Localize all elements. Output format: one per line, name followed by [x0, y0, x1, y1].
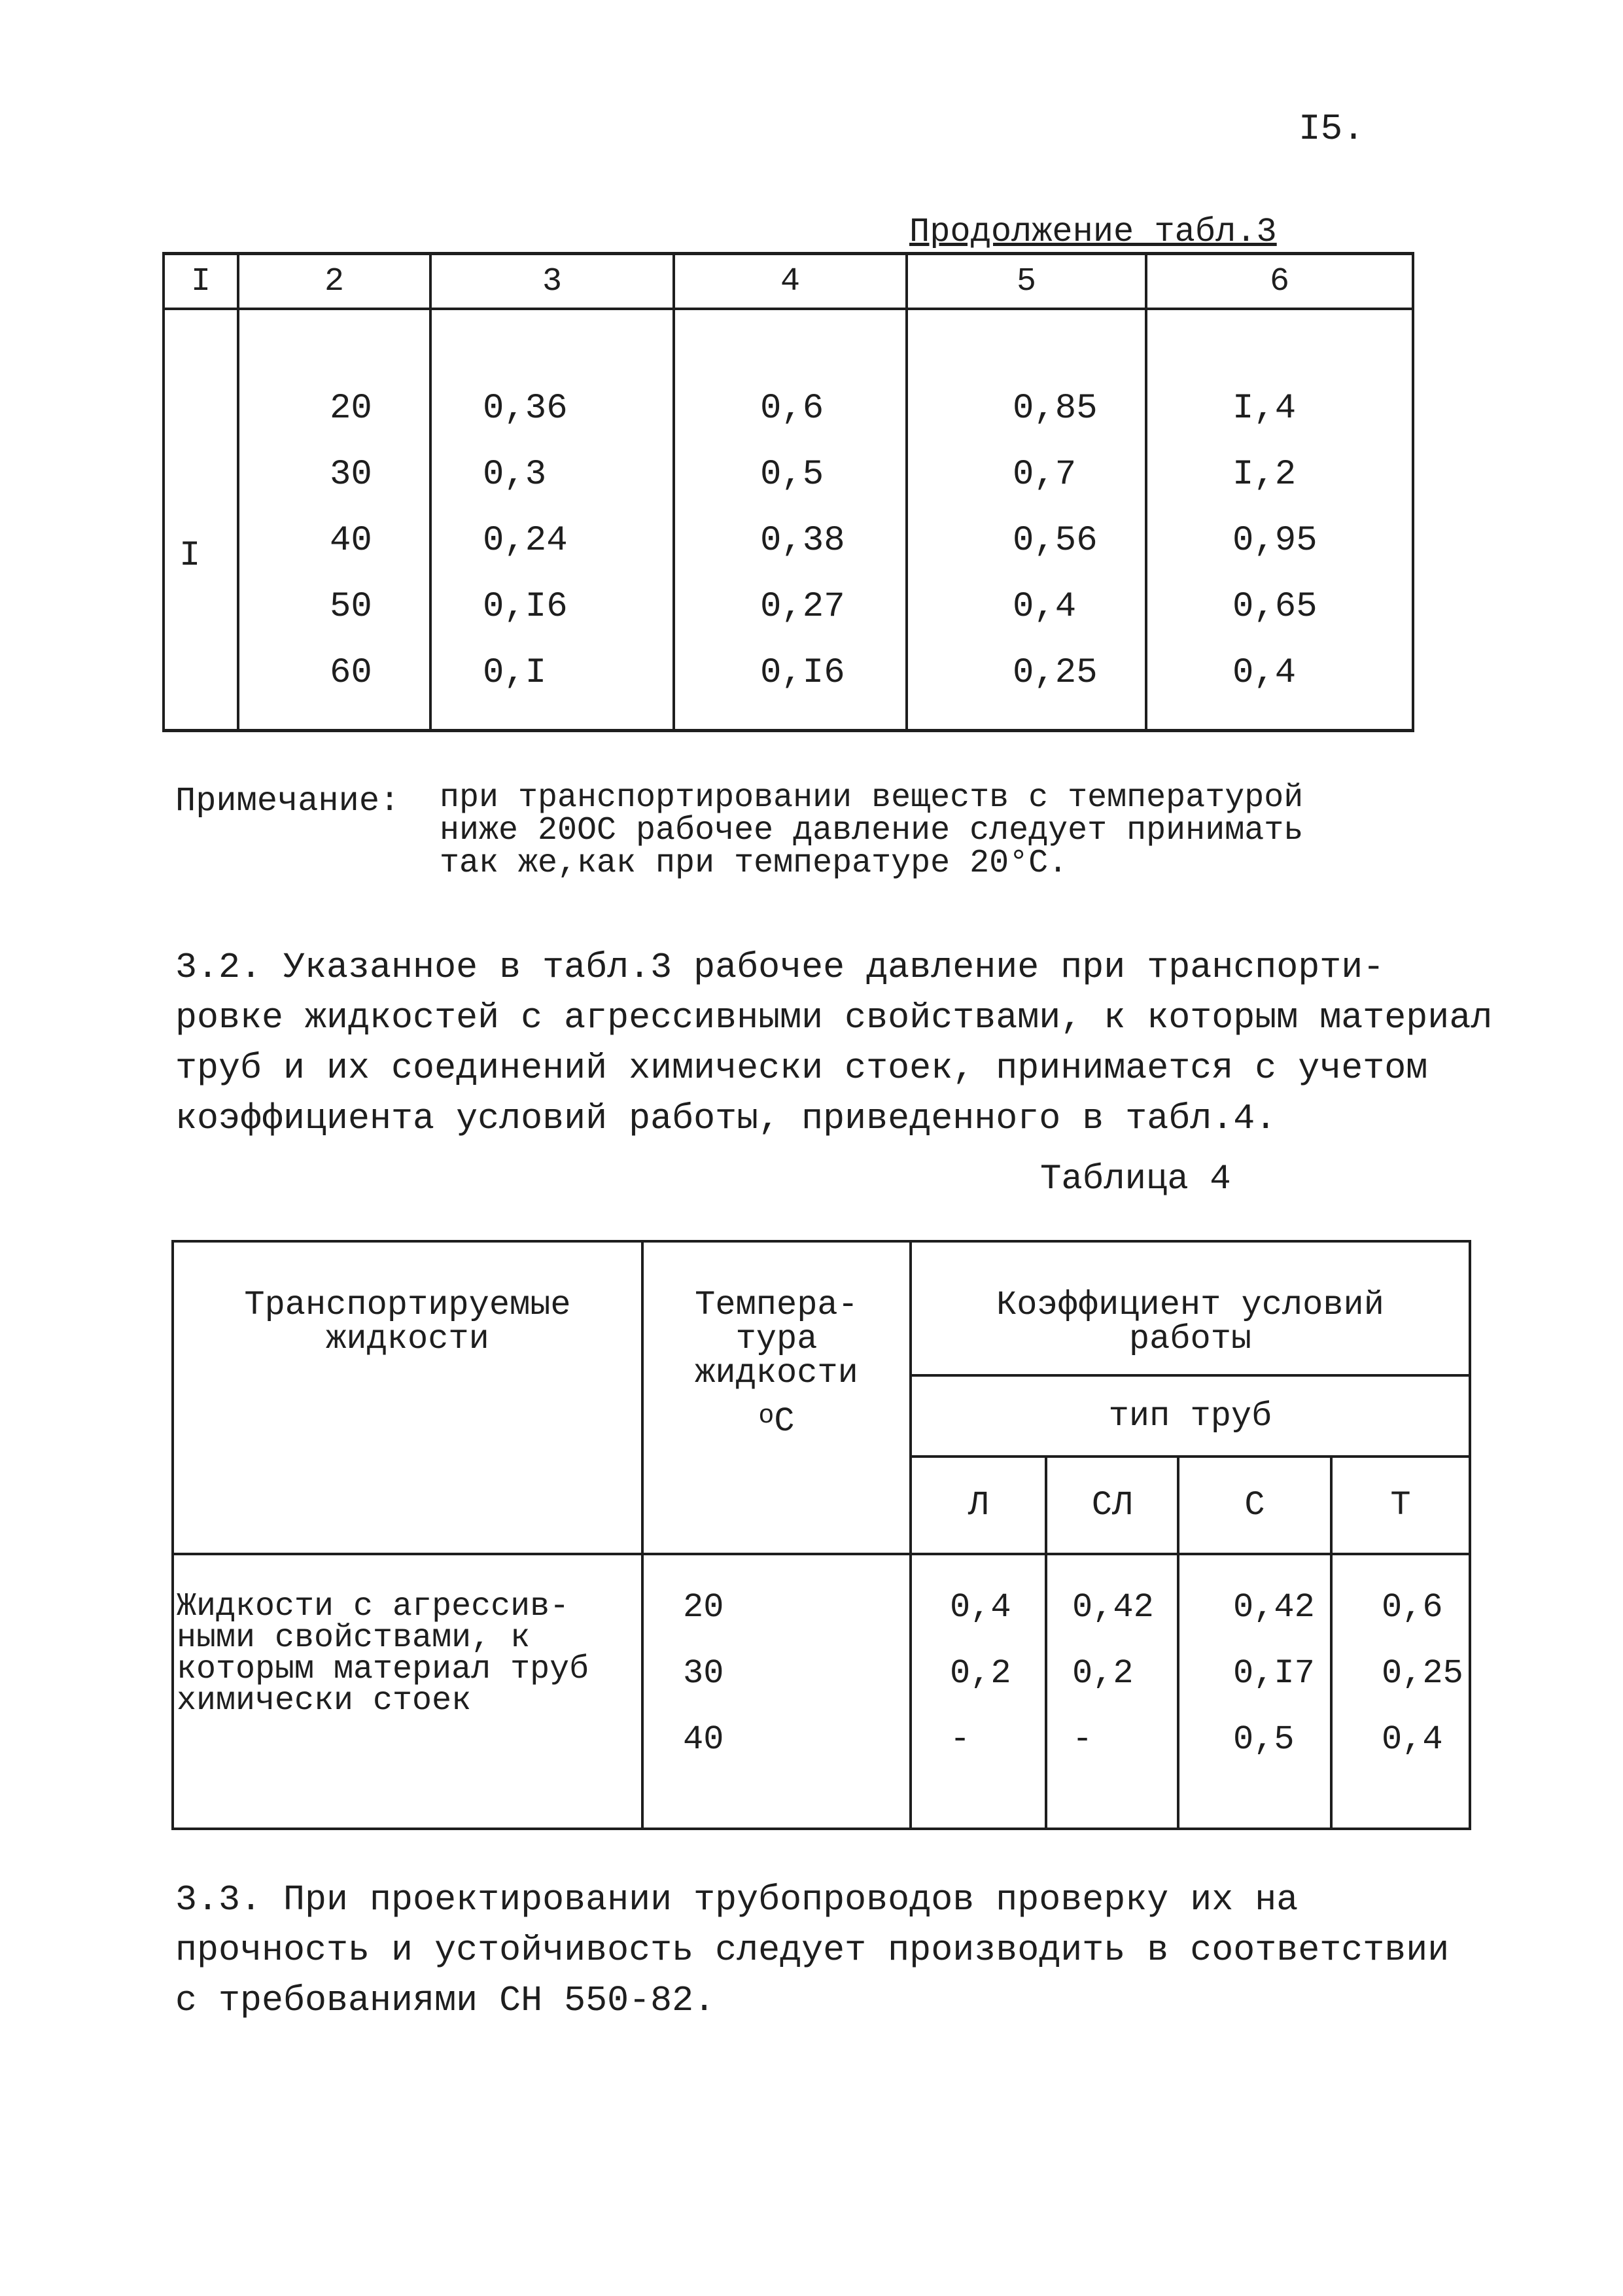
- table3-col-6: [1146, 309, 1413, 731]
- table4-cell: 0,4: [1382, 1720, 1443, 1759]
- table3-cell: 0,I6: [483, 587, 568, 627]
- table3-header-cell: 5: [907, 254, 1146, 309]
- note-line: ниже 20ОС рабочее давление следует принимать: [440, 812, 1304, 849]
- paragraph-3-2: [175, 942, 1492, 1144]
- table3-cell: 0,27: [760, 587, 845, 627]
- table-3-continuation: [162, 252, 1414, 732]
- table3-cell: 30: [330, 455, 372, 495]
- temperature-unit: [644, 1402, 909, 1441]
- table4-col-T: [1331, 1554, 1470, 1829]
- table4-cell: 0,2: [1072, 1654, 1134, 1693]
- table3-cell: 0,3: [483, 455, 547, 495]
- paragraph-line: с требованиями СН 550-82.: [175, 1980, 716, 2021]
- description-line: Жидкости с агрессив-: [177, 1588, 570, 1625]
- table4-cell: -: [950, 1720, 971, 1759]
- table3-cell: 0,36: [483, 389, 568, 429]
- table3-cell: 0,95: [1232, 521, 1318, 561]
- table3-header-cell: I: [164, 254, 238, 309]
- table4-subheader-C: С: [1178, 1457, 1331, 1554]
- table3-cell: I,2: [1232, 455, 1297, 495]
- table3-cell: 0,4: [1013, 587, 1077, 627]
- paragraph-line: ровке жидкостей с агрессивными свойствами, к которым материал: [175, 997, 1493, 1038]
- description-line: ными свойствами, к: [177, 1619, 531, 1657]
- description-line: которым материал труб: [177, 1651, 589, 1688]
- table4-cell: 0,2: [950, 1654, 1011, 1693]
- table3-cell: 0,I6: [760, 653, 845, 693]
- table4-col-SL: [1046, 1554, 1178, 1829]
- table4-liquid-description: [173, 1554, 642, 1829]
- table3-col-2: [238, 309, 430, 731]
- table4-header-pipe-type: тип труб: [911, 1375, 1470, 1457]
- paragraph-line: 3.2. Указанное в табл.3 рабочее давление при транспорти-: [175, 947, 1385, 988]
- table3-cell: 0,25: [1013, 653, 1098, 693]
- description-line: химически стоек: [177, 1682, 472, 1720]
- header-line: жидкости: [695, 1354, 858, 1392]
- table4-data-row: [173, 1554, 1470, 1829]
- table3-cell: 0,4: [1232, 653, 1297, 693]
- table4-subheader-SL: СЛ: [1046, 1457, 1178, 1554]
- paragraph-line: коэффициента условий работы, приведенного в табл.4.: [175, 1098, 1277, 1139]
- header-line: тура: [735, 1320, 818, 1358]
- table3-caption: Продолжение табл.3: [909, 213, 1277, 251]
- table4-header-liquids: [173, 1241, 642, 1554]
- paragraph-3-3: [175, 1875, 1449, 2026]
- degree-sign: о: [758, 1402, 775, 1431]
- table3-row-label-cell: [164, 309, 238, 731]
- table3-cell: 0,85: [1013, 389, 1098, 429]
- table3-row-label: I: [179, 536, 201, 576]
- table3-cell: I,4: [1232, 389, 1297, 429]
- table3-cell: 0,24: [483, 521, 568, 561]
- note-line: так же,как при температуре 20°С.: [440, 845, 1068, 882]
- table4-header-row: [173, 1241, 1470, 1375]
- table4-cell: 0,42: [1233, 1588, 1315, 1627]
- table3-header-cell: 2: [238, 254, 430, 309]
- table3-header-row: [164, 254, 1413, 309]
- header-line: Транспортируемые: [244, 1286, 571, 1324]
- table4-subheader-L: Л: [911, 1457, 1046, 1554]
- table3-cell: 0,38: [760, 521, 845, 561]
- header-line: Коэффициент условий: [996, 1286, 1384, 1324]
- table4-cell: 30: [683, 1654, 724, 1693]
- header-line: жидкости: [326, 1320, 489, 1358]
- note-text: [440, 779, 1421, 882]
- table4-cell: 0,I7: [1233, 1654, 1315, 1693]
- table4-cell: 0,4: [950, 1588, 1011, 1627]
- table3-cell: 0,56: [1013, 521, 1098, 561]
- table4-cell: -: [1072, 1720, 1093, 1759]
- table4-col-C: [1178, 1554, 1331, 1829]
- table4-cell: 0,5: [1233, 1720, 1295, 1759]
- header-line: Темпера-: [695, 1286, 858, 1324]
- paragraph-line: прочность и устойчивость следует производить в соответствии: [175, 1930, 1450, 1971]
- table3-header-cell: 6: [1146, 254, 1413, 309]
- table3-cell: 0,I: [483, 653, 547, 693]
- table4-temperatures: [642, 1554, 911, 1829]
- table3-col-4: [674, 309, 907, 731]
- paragraph-line: 3.3. При проектировании трубопроводов проверку их на: [175, 1879, 1299, 1920]
- table4-subheader-T: Т: [1331, 1457, 1470, 1554]
- page-number: I5.: [1299, 108, 1365, 150]
- table4-title: Таблица 4: [1040, 1159, 1231, 1199]
- table3-header-cell: 3: [430, 254, 674, 309]
- header-line: работы: [1128, 1320, 1252, 1358]
- table3-col-5: [907, 309, 1146, 731]
- table4-cell: 0,42: [1072, 1588, 1154, 1627]
- table4-cell: 20: [683, 1588, 724, 1627]
- table4-cell: 0,6: [1382, 1588, 1443, 1627]
- note-line: при транспортировании веществ с температурой: [440, 779, 1304, 817]
- unit-letter: С: [774, 1402, 795, 1441]
- table3-col-3: [430, 309, 674, 731]
- table3-cell: 20: [330, 389, 372, 429]
- paragraph-line: труб и их соединений химически стоек, принимается с учетом: [175, 1048, 1428, 1089]
- note-label: Примечание:: [175, 782, 400, 821]
- table4-cell: 40: [683, 1720, 724, 1759]
- table-4: [171, 1240, 1471, 1830]
- table4-col-L: [911, 1554, 1046, 1829]
- table4-header-temperature: [642, 1241, 911, 1554]
- table3-header-cell: 4: [674, 254, 907, 309]
- table3-cell: 50: [330, 587, 372, 627]
- table4-header-coefficient: [911, 1241, 1470, 1375]
- table3-cell: 0,65: [1232, 587, 1318, 627]
- table3-cell: 60: [330, 653, 372, 693]
- table3-body-row: [164, 309, 1413, 731]
- table3-cell: 0,7: [1013, 455, 1077, 495]
- table4-cell: 0,25: [1382, 1654, 1463, 1693]
- table3-cell: 0,5: [760, 455, 824, 495]
- table3-cell: 40: [330, 521, 372, 561]
- table3-cell: 0,6: [760, 389, 824, 429]
